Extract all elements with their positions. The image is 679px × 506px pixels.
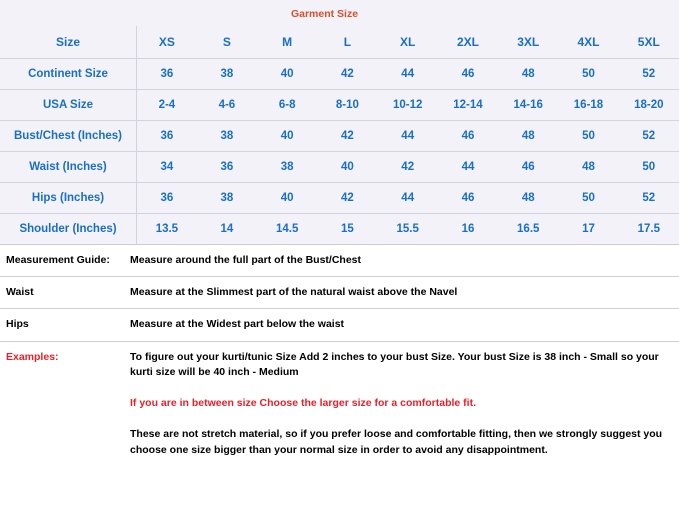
cell: 44 bbox=[378, 121, 438, 152]
cell: 36 bbox=[137, 183, 197, 214]
cell: 15.5 bbox=[378, 214, 438, 245]
cell: 50 bbox=[558, 183, 618, 214]
guide-text: These are not stretch material, so if you prefer loose and comfortable fitting, then we strongly suggest you choose one size bigger than your normal size in order to avoid any disappointment. bbox=[130, 428, 663, 456]
cell: 17 bbox=[558, 214, 618, 245]
guide-text: To figure out your kurti/tunic Size Add 2 inches to your bust Size. Your bust Size is 38 inch - Small so your kurti size will be 40 inch - Medium bbox=[124, 341, 679, 388]
guide-row bbox=[0, 341, 679, 388]
column-header-size: Size bbox=[0, 26, 137, 59]
cell: 40 bbox=[257, 59, 317, 90]
cell: 46 bbox=[438, 121, 498, 152]
cell: 46 bbox=[498, 152, 558, 183]
guide-text: Measure at the Widest part below the waist bbox=[124, 309, 679, 341]
cell: 12-14 bbox=[438, 90, 498, 121]
cell: 16-18 bbox=[558, 90, 618, 121]
column-header-xl: XL bbox=[378, 26, 438, 59]
guide-label: Measurement Guide: bbox=[0, 245, 124, 277]
cell: 6-8 bbox=[257, 90, 317, 121]
cell: 50 bbox=[558, 121, 618, 152]
row-label: Bust/Chest (Inches) bbox=[0, 121, 137, 152]
cell: 48 bbox=[498, 59, 558, 90]
garment-size-chart bbox=[0, 0, 679, 244]
guide-label: Waist bbox=[0, 277, 124, 309]
cell: 38 bbox=[197, 121, 257, 152]
cell: 42 bbox=[378, 152, 438, 183]
cell: 16.5 bbox=[498, 214, 558, 245]
cell: 36 bbox=[137, 59, 197, 90]
guide-row bbox=[0, 419, 679, 465]
row-label: Continent Size bbox=[0, 59, 137, 90]
cell: 48 bbox=[558, 152, 618, 183]
column-header-s: S bbox=[197, 26, 257, 59]
cell: 42 bbox=[317, 183, 377, 214]
table-row bbox=[0, 152, 679, 183]
column-header-5xl: 5XL bbox=[619, 26, 679, 59]
chart-caption: Garment Size bbox=[290, 8, 359, 20]
table-header-row bbox=[0, 26, 679, 59]
cell: 34 bbox=[137, 152, 197, 183]
cell: 10-12 bbox=[378, 90, 438, 121]
guide-label-examples: Examples: bbox=[0, 341, 124, 388]
row-label: Waist (Inches) bbox=[0, 152, 137, 183]
guide-label bbox=[0, 388, 124, 419]
table-row bbox=[0, 214, 679, 245]
cell: 8-10 bbox=[317, 90, 377, 121]
table-row bbox=[0, 90, 679, 121]
guide-row bbox=[0, 309, 679, 341]
guide-text: Measure at the Slimmest part of the natural waist above the Navel bbox=[124, 277, 679, 309]
cell: 42 bbox=[317, 121, 377, 152]
cell: 44 bbox=[378, 59, 438, 90]
cell: 46 bbox=[438, 59, 498, 90]
guide-row bbox=[0, 277, 679, 309]
guide-text-warning: If you are in between size Choose the larger size for a comfortable fit. bbox=[130, 397, 476, 410]
cell: 18-20 bbox=[619, 90, 679, 121]
column-header-4xl: 4XL bbox=[558, 26, 618, 59]
cell: 42 bbox=[317, 59, 377, 90]
row-label: Hips (Inches) bbox=[0, 183, 137, 214]
cell: 52 bbox=[619, 183, 679, 214]
row-label: Shoulder (Inches) bbox=[0, 214, 137, 245]
cell: 50 bbox=[619, 152, 679, 183]
cell: 36 bbox=[137, 121, 197, 152]
guide-row bbox=[0, 388, 679, 419]
cell: 40 bbox=[257, 121, 317, 152]
table-row bbox=[0, 121, 679, 152]
cell: 38 bbox=[197, 183, 257, 214]
cell: 2-4 bbox=[137, 90, 197, 121]
cell: 44 bbox=[378, 183, 438, 214]
cell: 44 bbox=[438, 152, 498, 183]
table-row bbox=[0, 59, 679, 90]
cell: 14-16 bbox=[498, 90, 558, 121]
column-header-m: M bbox=[257, 26, 317, 59]
cell: 40 bbox=[317, 152, 377, 183]
column-header-l: L bbox=[317, 26, 377, 59]
guide-text: Measure around the full part of the Bust/Chest bbox=[124, 245, 679, 277]
cell: 4-6 bbox=[197, 90, 257, 121]
guide-label bbox=[0, 419, 124, 465]
cell: 16 bbox=[438, 214, 498, 245]
row-label: USA Size bbox=[0, 90, 137, 121]
size-table bbox=[0, 26, 679, 244]
cell: 50 bbox=[558, 59, 618, 90]
cell: 38 bbox=[197, 59, 257, 90]
cell: 14 bbox=[197, 214, 257, 245]
cell: 36 bbox=[197, 152, 257, 183]
cell: 52 bbox=[619, 121, 679, 152]
cell: 52 bbox=[619, 59, 679, 90]
measurement-guide-table bbox=[0, 244, 679, 466]
cell: 46 bbox=[438, 183, 498, 214]
cell: 48 bbox=[498, 183, 558, 214]
guide-label: Hips bbox=[0, 309, 124, 341]
cell: 17.5 bbox=[619, 214, 679, 245]
cell: 40 bbox=[257, 183, 317, 214]
table-row bbox=[0, 183, 679, 214]
guide-row bbox=[0, 245, 679, 277]
cell: 48 bbox=[498, 121, 558, 152]
column-header-3xl: 3XL bbox=[498, 26, 558, 59]
cell: 15 bbox=[317, 214, 377, 245]
cell: 13.5 bbox=[137, 214, 197, 245]
column-header-2xl: 2XL bbox=[438, 26, 498, 59]
cell: 38 bbox=[257, 152, 317, 183]
cell: 14.5 bbox=[257, 214, 317, 245]
column-header-xs: XS bbox=[137, 26, 197, 59]
